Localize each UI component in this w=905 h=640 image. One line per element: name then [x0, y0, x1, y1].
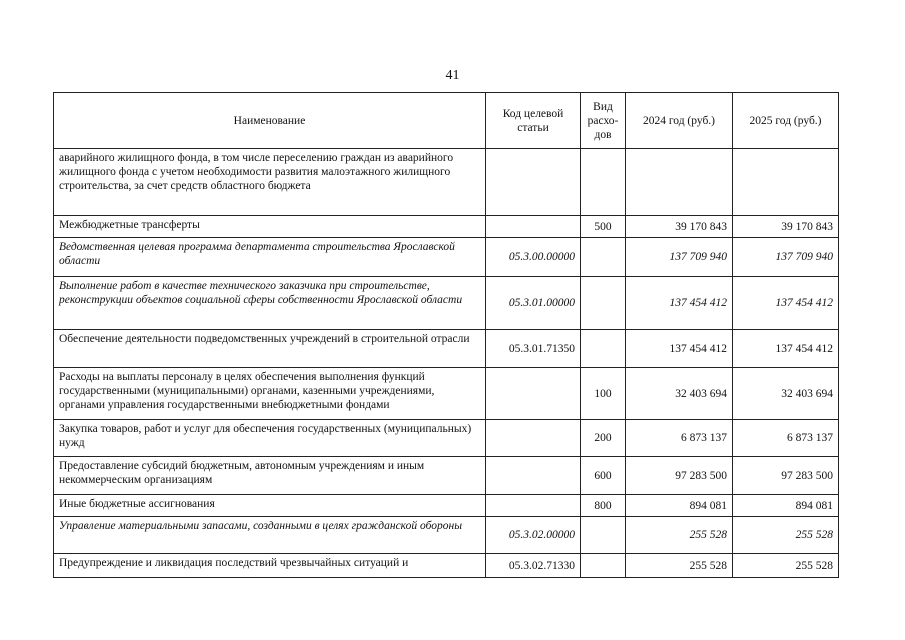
- row-vid: [581, 517, 626, 554]
- row-name: Предоставление субсидий бюджетным, автономным учреждениям и иным некоммерческим организациям: [54, 457, 486, 495]
- row-code: 05.3.00.00000: [486, 238, 581, 277]
- row-code: 05.3.02.00000: [486, 517, 581, 554]
- row-vid: 200: [581, 420, 626, 457]
- row-code: [486, 420, 581, 457]
- row-2025: 894 081: [733, 495, 839, 517]
- table-row: [54, 554, 839, 578]
- table-header-row: [54, 93, 839, 149]
- table-row: [54, 330, 839, 368]
- row-vid: [581, 238, 626, 277]
- table-row: [54, 420, 839, 457]
- header-code: Код целевой статьи: [486, 93, 581, 149]
- row-2025: 137 709 940: [733, 238, 839, 277]
- row-name: Ведомственная целевая программа департамента строительства Ярославской области: [54, 238, 486, 277]
- budget-table: [53, 92, 839, 578]
- row-2025: 137 454 412: [733, 330, 839, 368]
- row-2024: 39 170 843: [626, 216, 733, 238]
- row-vid: 500: [581, 216, 626, 238]
- row-2024: [626, 149, 733, 216]
- row-name: Межбюджетные трансферты: [54, 216, 486, 238]
- row-code: [486, 457, 581, 495]
- page-number: 41: [445, 68, 460, 83]
- table-row: [54, 149, 839, 216]
- row-vid: 100: [581, 368, 626, 420]
- row-code: [486, 495, 581, 517]
- table-row: [54, 368, 839, 420]
- header-vid: Вид расхо-дов: [581, 93, 626, 149]
- row-code: [486, 149, 581, 216]
- row-2024: 137 454 412: [626, 330, 733, 368]
- table-row: [54, 216, 839, 238]
- row-2025: 97 283 500: [733, 457, 839, 495]
- row-vid: [581, 277, 626, 330]
- header-2024: 2024 год (руб.): [626, 93, 733, 149]
- row-code: 05.3.01.71350: [486, 330, 581, 368]
- row-2025: 39 170 843: [733, 216, 839, 238]
- row-2025: 137 454 412: [733, 277, 839, 330]
- row-name: Расходы на выплаты персоналу в целях обеспечения выполнения функций государственными (муниципальными) органами, казенными учреждениями, органами управления государственными внебюджетными фондами: [54, 368, 486, 420]
- row-name: Выполнение работ в качестве технического заказчика при строительстве, реконструкции объектов социальной сферы собственности Ярославской области: [54, 277, 486, 330]
- row-2025: 32 403 694: [733, 368, 839, 420]
- row-2024: 137 709 940: [626, 238, 733, 277]
- row-2024: 255 528: [626, 517, 733, 554]
- row-2025: [733, 149, 839, 216]
- row-code: [486, 216, 581, 238]
- row-vid: [581, 149, 626, 216]
- row-code: 05.3.01.00000: [486, 277, 581, 330]
- table-row: [54, 495, 839, 517]
- row-name: аварийного жилищного фонда, в том числе переселению граждан из аварийного жилищного фонда с учетом необходимости развития малоэтажного жилищного строительства, за счет средств областного бюджета: [54, 149, 486, 216]
- table-row: [54, 457, 839, 495]
- row-name: Иные бюджетные ассигнования: [54, 495, 486, 517]
- table-row: [54, 238, 839, 277]
- row-code: [486, 368, 581, 420]
- row-2024: 894 081: [626, 495, 733, 517]
- row-name: Предупреждение и ликвидация последствий чрезвычайных ситуаций и: [54, 554, 486, 578]
- header-2025: 2025 год (руб.): [733, 93, 839, 149]
- row-2025: 255 528: [733, 517, 839, 554]
- row-2024: 32 403 694: [626, 368, 733, 420]
- row-vid: [581, 554, 626, 578]
- row-2024: 137 454 412: [626, 277, 733, 330]
- row-vid: 800: [581, 495, 626, 517]
- row-vid: [581, 330, 626, 368]
- row-name: Обеспечение деятельности подведомственных учреждений в строительной отрасли: [54, 330, 486, 368]
- row-code: 05.3.02.71330: [486, 554, 581, 578]
- row-2024: 97 283 500: [626, 457, 733, 495]
- row-name: Закупка товаров, работ и услуг для обеспечения государственных (муниципальных) нужд: [54, 420, 486, 457]
- row-2024: 255 528: [626, 554, 733, 578]
- row-vid: 600: [581, 457, 626, 495]
- row-name: Управление материальными запасами, созданными в целях гражданской обороны: [54, 517, 486, 554]
- row-2024: 6 873 137: [626, 420, 733, 457]
- row-2025: 255 528: [733, 554, 839, 578]
- table-row: [54, 277, 839, 330]
- header-name: Наименование: [54, 93, 486, 149]
- table-row: [54, 517, 839, 554]
- row-2025: 6 873 137: [733, 420, 839, 457]
